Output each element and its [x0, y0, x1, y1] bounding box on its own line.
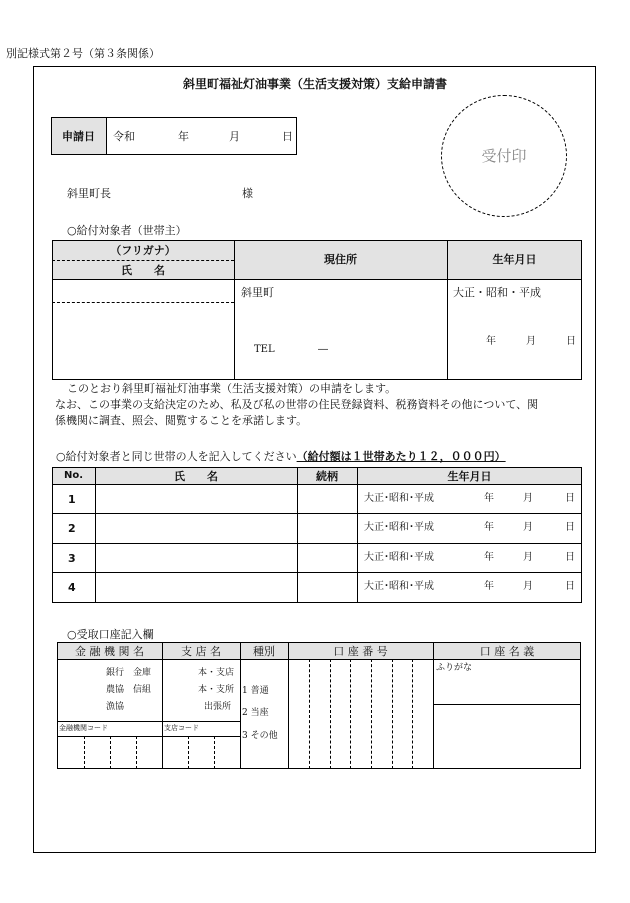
branch-option-1: 本・支店	[198, 668, 235, 678]
household-relation-header: 続柄	[316, 470, 338, 483]
household-row-4-era: 大正･昭和･平成	[364, 581, 434, 592]
household-row-2-day: 日	[565, 522, 575, 533]
type-option-2: 2 当座	[242, 708, 269, 718]
applicant-section-label: ○給付対象者（世帯主）	[67, 224, 187, 237]
era-reiwa: 令和	[113, 130, 135, 143]
application-date-label: 申請日	[62, 130, 95, 143]
branch-option-3: 出張所	[204, 702, 232, 712]
household-row-4-day: 日	[565, 581, 575, 592]
birthdate-header: 生年月日	[492, 253, 537, 266]
form-title: 斜里町福祉灯油事業（生活支援対策）支給申請書	[182, 77, 447, 91]
household-row-4-year: 年	[484, 581, 494, 592]
household-row-1-year: 年	[484, 493, 494, 504]
institution-option-agri: 農協 信組	[106, 685, 152, 695]
branch-option-2: 本・支所	[198, 685, 235, 695]
addressee-mayor: 斜里町長	[67, 187, 111, 200]
household-row-3-no: 3	[68, 552, 76, 565]
household-row-3-day: 日	[565, 552, 575, 563]
household-table	[52, 467, 582, 603]
institution-code-label: 金融機関コード	[59, 724, 108, 732]
household-row-4-no: 4	[68, 581, 76, 594]
household-no-header: No.	[63, 470, 84, 481]
type-option-3: 3 その他	[242, 731, 278, 741]
bank-section-text: ○受取口座記入欄	[67, 628, 154, 641]
household-row-1-no: 1	[68, 493, 76, 506]
applicant-birth-day: 日	[566, 336, 576, 347]
bank-section-label	[67, 629, 154, 640]
household-row-3-month: 月	[523, 552, 533, 563]
branch-header: 支 店 名	[181, 645, 221, 658]
household-row-2-era: 大正･昭和･平成	[364, 522, 434, 533]
tel-label: TEL	[254, 344, 275, 355]
name-header: 氏 名	[121, 264, 165, 277]
type-option-1: 1 普通	[242, 686, 269, 696]
form-reference: 別記様式第２号（第３条関係）	[6, 47, 160, 60]
account-holder-header: 口 座 名 義	[479, 645, 535, 658]
household-row-2-no: 2	[68, 522, 76, 535]
household-row-2-year: 年	[484, 522, 494, 533]
address-header: 現住所	[324, 253, 357, 266]
consent-line-2: なお、この事業の支給決定のため、私及び私の世帯の住民登録資料、税務資料その他について、関	[55, 398, 539, 411]
household-row-1-month: 月	[523, 493, 533, 504]
year-label: 年	[178, 130, 189, 143]
consent-line-3: 係機関に調査、照会、閲覧することを承諾します。	[55, 414, 308, 427]
household-row-2-month: 月	[523, 522, 533, 533]
household-name-header: 氏 名	[174, 470, 218, 483]
institution-option-fishery: 漁協	[106, 702, 125, 712]
account-number-header: 口 座 番 号	[333, 645, 388, 658]
institution-header: 金 融 機 関 名	[75, 645, 144, 658]
furigana-header: （フリガナ）	[110, 244, 176, 257]
branch-code-label: 支店コード	[164, 724, 199, 732]
household-birth-header: 生年月日	[447, 470, 492, 483]
address-value: 斜里町	[241, 286, 274, 299]
household-row-1-day: 日	[565, 493, 575, 504]
account-type-header: 種別	[253, 645, 275, 658]
consent-line-1: このとおり斜里町福祉灯油事業（生活支援対策）の申請をします。	[67, 382, 397, 395]
applicant-birth-month: 月	[526, 336, 536, 347]
benefit-amount-note: （給付額は１世帯あたり１２，０００円）	[296, 450, 506, 463]
reception-stamp-label: 受付印	[481, 147, 527, 165]
month-label: 月	[229, 130, 240, 143]
applicant-era-options: 大正・昭和・平成	[453, 286, 541, 299]
holder-furigana-label: ふりがな	[436, 663, 473, 673]
addressee-honorific: 様	[242, 187, 253, 200]
institution-option-bank: 銀行 金庫	[106, 668, 152, 678]
day-label: 日	[282, 130, 293, 143]
household-row-1-era: 大正･昭和･平成	[364, 493, 434, 504]
tel-dash: ―	[318, 344, 328, 355]
household-row-4-month: 月	[523, 581, 533, 592]
household-instruction: ○給付対象者と同じ世帯の人を記入してください（給付額は１世帯あたり１２，０００円）	[56, 450, 506, 463]
household-row-3-year: 年	[484, 552, 494, 563]
household-row-3-era: 大正･昭和･平成	[364, 552, 434, 563]
applicant-birth-year: 年	[486, 336, 496, 347]
